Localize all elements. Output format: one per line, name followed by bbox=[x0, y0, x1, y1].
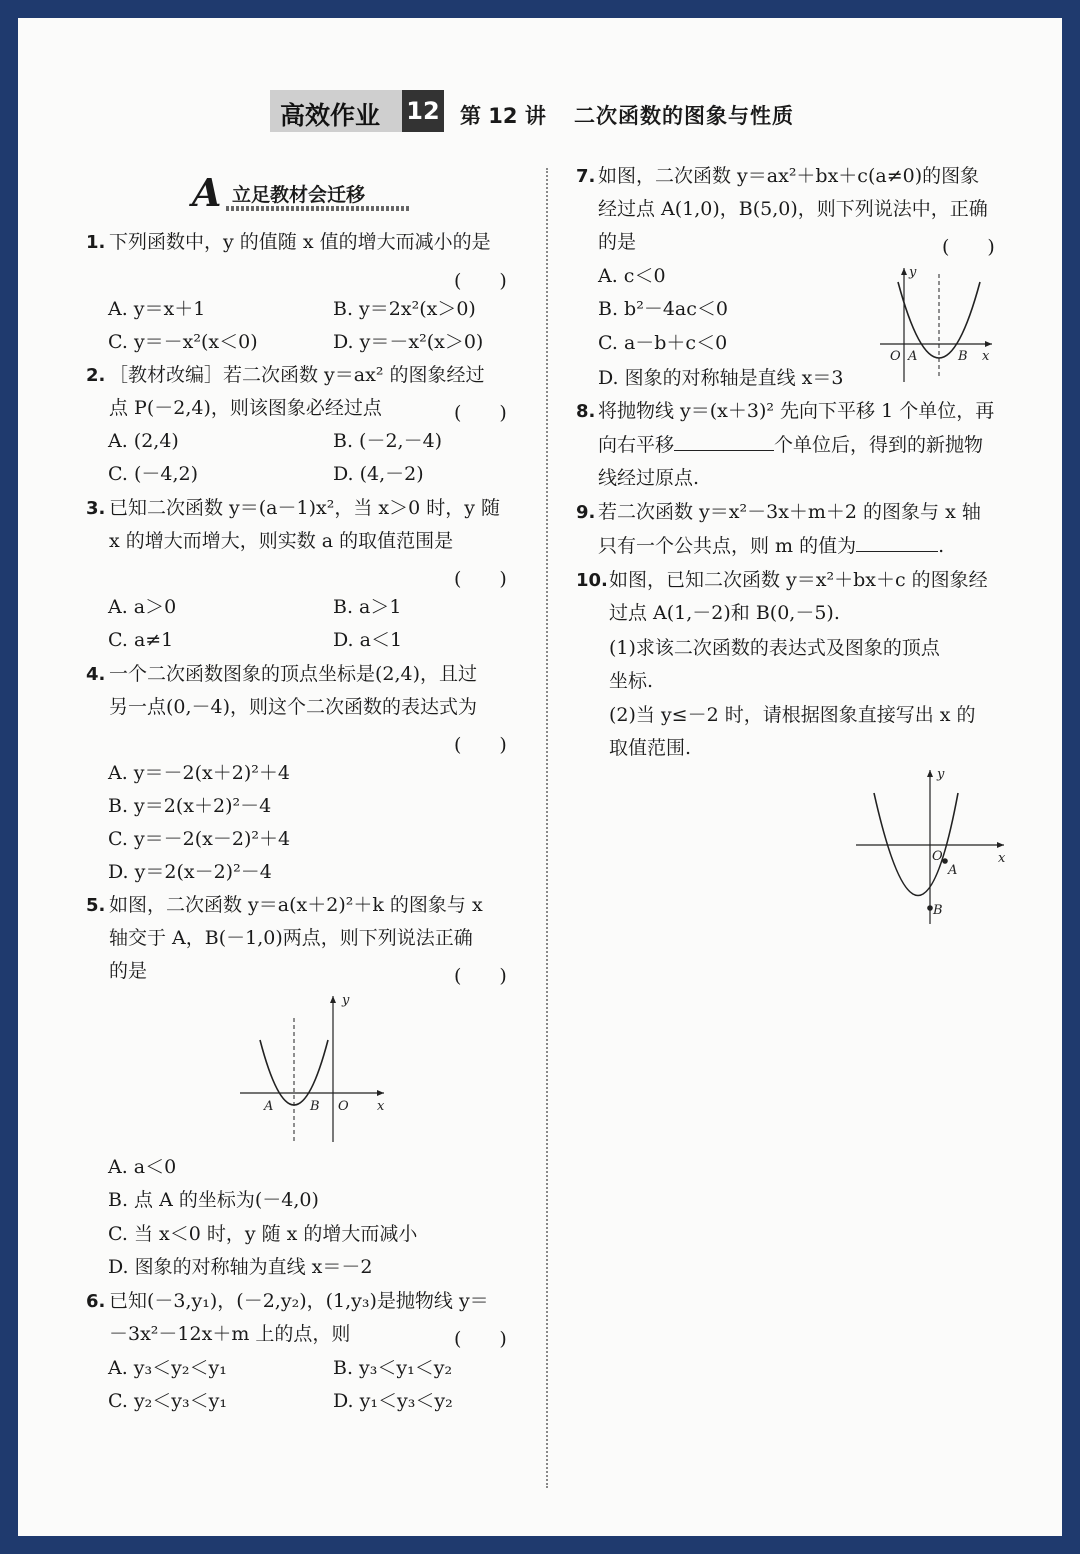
q1-option-b[interactable]: B. y＝2x²(x＞0) bbox=[333, 298, 476, 320]
q7-y-arrow bbox=[901, 268, 907, 275]
q8-line2 bbox=[598, 428, 983, 462]
q4-line2: 另一点(0,－4)，则这个二次函数的表达式为 bbox=[109, 696, 478, 718]
header-topic: 二次函数的图象与性质 bbox=[574, 104, 794, 128]
q8-line1: 将抛物线 y＝(x＋3)² 先向下平移 1 个单位，再 bbox=[598, 400, 995, 422]
q7-option-b[interactable]: B. b²－4ac＜0 bbox=[598, 298, 728, 320]
q10-label-x: x bbox=[998, 851, 1006, 866]
q2-line1: ［教材改编］若二次函数 y＝ax² 的图象经过 bbox=[109, 364, 485, 386]
q2-answer-paren[interactable]: ( ) bbox=[454, 402, 507, 424]
q3-line1: 已知二次函数 y＝(a－1)x²，当 x＞0 时，y 随 bbox=[109, 497, 501, 519]
q7-line1: 如图，二次函数 y＝ax²＋bx＋c(a≠0)的图象 bbox=[598, 165, 980, 187]
q4-option-b[interactable]: B. y＝2(x＋2)²－4 bbox=[108, 795, 272, 817]
q10-point-b bbox=[927, 905, 933, 911]
section-title: 立足教材会迁移 bbox=[232, 184, 366, 206]
q9-line2-end: . bbox=[938, 535, 945, 557]
q10-label-o: O bbox=[932, 849, 943, 864]
q1-answer-paren[interactable]: ( ) bbox=[454, 270, 507, 292]
q6-option-d[interactable]: D. y₁＜y₃＜y₂ bbox=[333, 1390, 453, 1412]
header-title: 高效作业 bbox=[280, 101, 381, 130]
q6-option-c[interactable]: C. y₂＜y₃＜y₁ bbox=[108, 1390, 227, 1412]
q9-line1: 若二次函数 y＝x²－3x＋m＋2 的图象与 x 轴 bbox=[598, 501, 981, 523]
q2-option-a[interactable]: A. (2,4) bbox=[108, 430, 179, 452]
q5-label-x: x bbox=[377, 1099, 385, 1114]
q1-option-d[interactable]: D. y＝－x²(x＞0) bbox=[333, 331, 484, 353]
q9-answer-blank[interactable] bbox=[856, 529, 938, 552]
q6-option-b[interactable]: B. y₃＜y₁＜y₂ bbox=[333, 1357, 453, 1379]
q7-line3: 的是 bbox=[598, 231, 637, 253]
q3-option-b[interactable]: B. a＞1 bbox=[333, 596, 402, 618]
worksheet-page bbox=[18, 18, 1062, 1536]
q4-option-a[interactable]: A. y＝－2(x＋2)²＋4 bbox=[108, 762, 290, 784]
q10-part2-line2: 取值范围. bbox=[609, 737, 692, 759]
q7-option-d[interactable]: D. 图象的对称轴是直线 x＝3 bbox=[598, 367, 844, 389]
q7-line2: 经过点 A(1,0)，B(5,0)，则下列说法中，正确 bbox=[598, 198, 988, 220]
q4-number: 4. bbox=[86, 664, 106, 685]
q10-line1: 如图，已知二次函数 y＝x²＋bx＋c 的图象经 bbox=[609, 569, 988, 591]
q5-label-b: B bbox=[310, 1099, 320, 1114]
q10-parabola-curve bbox=[874, 793, 958, 896]
q7-option-c[interactable]: C. a－b＋c＜0 bbox=[598, 332, 728, 354]
q5-option-d[interactable]: D. 图象的对称轴为直线 x＝－2 bbox=[108, 1256, 373, 1278]
q10-label-a: A bbox=[948, 863, 958, 878]
q2-option-b[interactable]: B. (－2,－4) bbox=[333, 430, 443, 452]
q5-label-y: y bbox=[342, 993, 350, 1008]
q10-line2: 过点 A(1,－2)和 B(0,－5). bbox=[609, 602, 840, 624]
header-number-badge: 12 bbox=[402, 90, 444, 132]
q2-option-c[interactable]: C. (－4,2) bbox=[108, 463, 198, 485]
q8-number: 8. bbox=[576, 401, 596, 422]
q2-option-d[interactable]: D. (4,－2) bbox=[333, 463, 424, 485]
q10-parabola-figure bbox=[852, 768, 1012, 928]
q10-y-arrow bbox=[927, 770, 933, 777]
q7-x-arrow bbox=[985, 341, 992, 347]
q4-line1: 一个二次函数图象的顶点坐标是(2,4)，且过 bbox=[109, 663, 478, 685]
q5-label-o: O bbox=[338, 1099, 349, 1114]
q7-answer-paren[interactable]: ( ) bbox=[942, 236, 995, 258]
q7-label-b: B bbox=[958, 349, 968, 364]
q3-option-a[interactable]: A. a＞0 bbox=[108, 596, 177, 618]
q3-answer-paren[interactable]: ( ) bbox=[454, 568, 507, 590]
q7-label-y: y bbox=[909, 265, 917, 280]
q6-answer-paren[interactable]: ( ) bbox=[454, 1328, 507, 1350]
q5-line3: 的是 bbox=[109, 960, 148, 982]
q3-option-d[interactable]: D. a＜1 bbox=[333, 629, 403, 651]
q6-line2: －3x²－12x＋m 上的点，则 bbox=[109, 1323, 351, 1345]
q10-label-b: B bbox=[933, 903, 943, 918]
q6-option-a[interactable]: A. y₃＜y₂＜y₁ bbox=[108, 1357, 227, 1379]
q9-line2-start: 只有一个公共点，则 m 的值为 bbox=[598, 535, 857, 557]
q4-answer-paren[interactable]: ( ) bbox=[454, 734, 507, 756]
q5-option-c[interactable]: C. 当 x＜0 时，y 随 x 的增大而减小 bbox=[108, 1223, 418, 1245]
q7-label-a: A bbox=[908, 349, 918, 364]
section-underline bbox=[226, 206, 410, 211]
q2-line2: 点 P(－2,4)，则该图象必经过点 bbox=[109, 397, 382, 419]
header-lecture: 第 12 讲 bbox=[460, 104, 546, 128]
q2-number: 2. bbox=[86, 365, 106, 386]
q8-line2-start: 向右平移 bbox=[598, 434, 675, 456]
q3-option-c[interactable]: C. a≠1 bbox=[108, 629, 174, 651]
q1-stem: 下列函数中，y 的值随 x 值的增大而减小的是 bbox=[109, 231, 491, 253]
q5-y-arrow bbox=[330, 996, 336, 1003]
q10-part2-line1: (2)当 y≤－2 时，请根据图象直接写出 x 的 bbox=[609, 704, 976, 726]
q10-x-arrow bbox=[997, 842, 1004, 848]
q7-parabola-figure bbox=[876, 264, 1000, 384]
q3-line2: x 的增大而增大，则实数 a 的取值范围是 bbox=[109, 530, 454, 552]
q5-label-a: A bbox=[264, 1099, 274, 1114]
q5-answer-paren[interactable]: ( ) bbox=[454, 965, 507, 987]
q1-number: 1. bbox=[86, 232, 106, 253]
q10-number: 10. bbox=[576, 570, 608, 591]
column-divider bbox=[546, 168, 548, 1488]
q5-line2: 轴交于 A，B(－1,0)两点，则下列说法正确 bbox=[109, 927, 473, 949]
q5-option-b[interactable]: B. 点 A 的坐标为(－4,0) bbox=[108, 1189, 319, 1211]
q10-label-y: y bbox=[937, 768, 945, 782]
q8-line2-end: 个单位后，得到的新抛物 bbox=[774, 434, 984, 456]
q7-label-x: x bbox=[982, 349, 990, 364]
q8-line3: 线经过原点. bbox=[598, 467, 700, 489]
q7-label-o: O bbox=[890, 349, 901, 364]
q6-number: 6. bbox=[86, 1291, 106, 1312]
q5-line1: 如图，二次函数 y＝a(x＋2)²＋k 的图象与 x bbox=[109, 894, 483, 916]
q9-number: 9. bbox=[576, 502, 596, 523]
q4-option-c[interactable]: C. y＝－2(x－2)²＋4 bbox=[108, 828, 291, 850]
q5-parabola-figure bbox=[232, 990, 392, 1146]
q3-number: 3. bbox=[86, 498, 106, 519]
q7-number: 7. bbox=[576, 166, 596, 187]
q6-line1: 已知(－3,y₁)，(－2,y₂)，(1,y₃)是抛物线 y＝ bbox=[109, 1290, 489, 1312]
q10-part1-line1: (1)求该二次函数的表达式及图象的顶点 bbox=[609, 637, 940, 659]
q10-point-a bbox=[942, 858, 948, 864]
q1-option-a[interactable]: A. y＝x＋1 bbox=[108, 298, 206, 320]
q7-option-a[interactable]: A. c＜0 bbox=[598, 265, 666, 287]
q1-option-c[interactable]: C. y＝－x²(x＜0) bbox=[108, 331, 258, 353]
q5-option-a[interactable]: A. a＜0 bbox=[108, 1156, 177, 1178]
q4-option-d[interactable]: D. y＝2(x－2)²－4 bbox=[108, 861, 272, 883]
q5-number: 5. bbox=[86, 895, 106, 916]
q8-answer-blank[interactable] bbox=[674, 428, 774, 451]
q10-part1-line2: 坐标. bbox=[609, 670, 654, 692]
q9-line2 bbox=[598, 529, 944, 563]
section-letter: A bbox=[192, 170, 222, 215]
q5-x-arrow bbox=[377, 1090, 384, 1096]
